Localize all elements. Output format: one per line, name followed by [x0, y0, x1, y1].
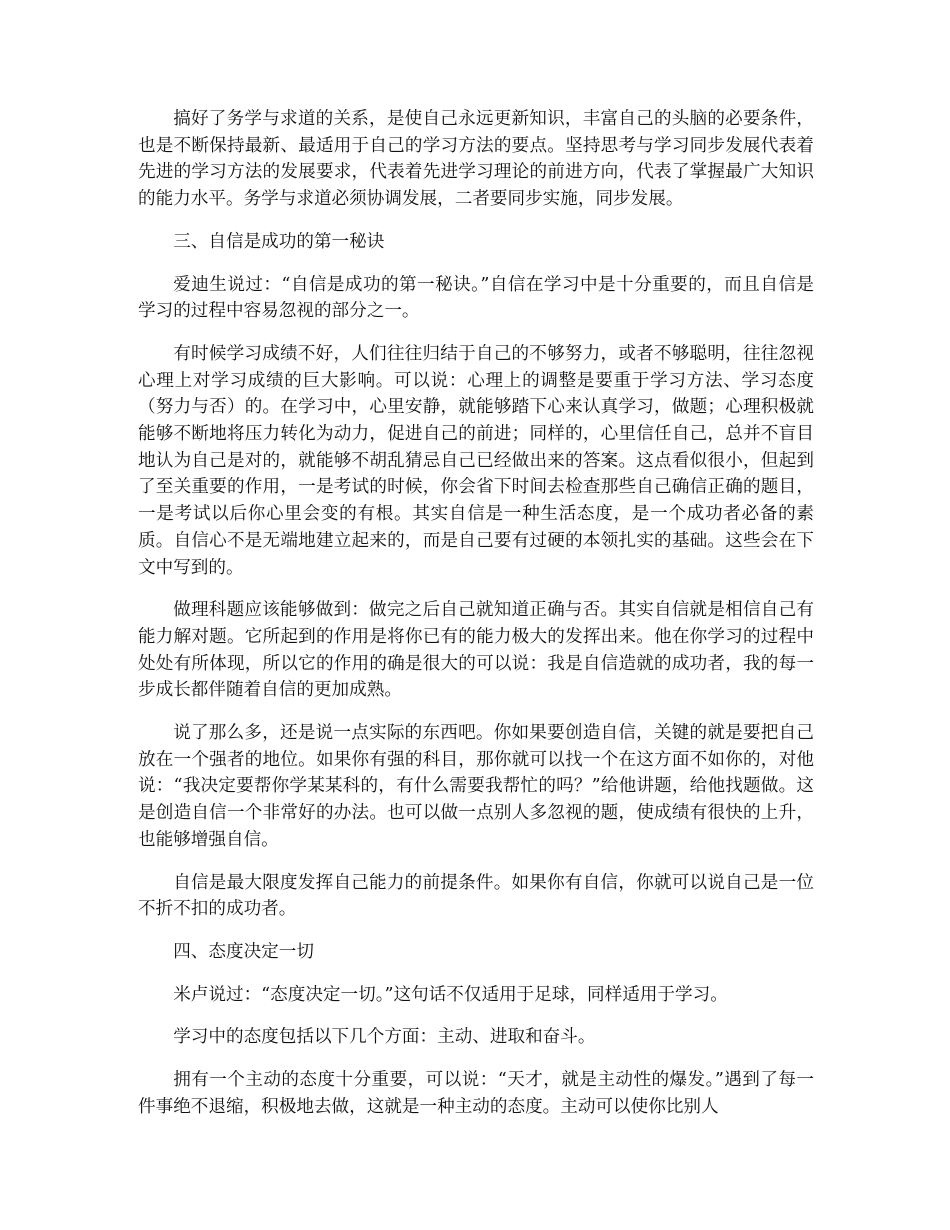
paragraph-confidence-premise: 自信是最大限度发挥自己能力的前提条件。如果你有自信，你就可以说自己是一位不折不扣的成功者。	[138, 872, 814, 920]
paragraph-study-and-inquiry: 搞好了务学与求道的关系，是使自己永远更新知识，丰富自己的头脑的必要条件，也是不断保持最新、最适用于自己的学习方法的要点。坚持思考与学习同步发展代表着先进的学习方法的发展要求，代表着先进学习理论的前进方向，代表了掌握最广大知识的能力水平。务学与求道必须协调发展，二者要同步实施，同步发展。	[138, 109, 814, 210]
paragraph-edison-quote: 爱迪生说过：“自信是成功的第一秘诀。”自信在学习中是十分重要的，而且自信是学习的过程中容易忽视的部分之一。	[138, 274, 814, 322]
paragraph-science-problems: 做理科题应该能够做到：做完之后自己就知道正确与否。其实自信就是相信自己有能力解对题。它所起到的作用是将你已有的能力极大的发挥出来。他在你学习的过程中处处有所体现，所以它的作用的确是很大的可以说：我是自信造就的成功者，我的每一步成长都伴随着自信的更加成熟。	[138, 600, 814, 701]
document-page	[138, 106, 814, 1137]
section-heading-attitude: 四、态度决定一切	[173, 941, 314, 962]
paragraph-initiative: 拥有一个主动的态度十分重要，可以说：“天才，就是主动性的爆发。”遇到了每一件事绝不退缩，积极地去做，这就是一种主动的态度。主动可以使你比别人	[138, 1070, 814, 1117]
section-heading-confidence: 三、自信是成功的第一秘诀	[173, 231, 385, 252]
paragraph-milu-quote: 米卢说过：“态度决定一切。”这句话不仅适用于足球，同样适用于学习。	[173, 984, 728, 1005]
paragraph-psychology-effect: 有时候学习成绩不好，人们往往归结于自己的不够努力，或者不够聪明，往往忽视心理上对学习成绩的巨大影响。可以说：心理上的调整是要重于学习方法、学习态度（努力与否）的。在学习中，心里安静，就能够踏下心来认真学习，做题；心理积极就能够不断地将压力转化为动力，促进自己的前进；同样的，心里信任自己，总并不盲目地认为自己是对的，就能够不胡乱猜忌自己已经做出来的答案。这点看似很小，但起到了至关重要的作用，一是考试的时候，你会省下时间去检查那些自己确信正确的题目，一是考试以后你心里会变的有根。其实自信是一种生活态度，是一个成功者必备的素质。自信心不是无端地建立起来的，而是自己要有过硬的本领扎实的基础。这些会在下文中写到的。	[138, 343, 814, 578]
paragraph-create-confidence: 说了那么多，还是说一点实际的东西吧。你如果要创造自信，关键的就是要把自己放在一个强者的地位。如果你有强的科目，那你就可以找一个在这方面不如你的，对他说：“我决定要帮你学某某科的，有什么需要我帮忙的吗？”给他讲题，给他找题做。这是创造自信一个非常好的办法。也可以做一点别人多忽视的题，使成绩有很快的上升，也能够增强自信。	[138, 723, 814, 850]
paragraph-attitude-aspects: 学习中的态度包括以下几个方面：主动、进取和奋斗。	[173, 1027, 596, 1048]
